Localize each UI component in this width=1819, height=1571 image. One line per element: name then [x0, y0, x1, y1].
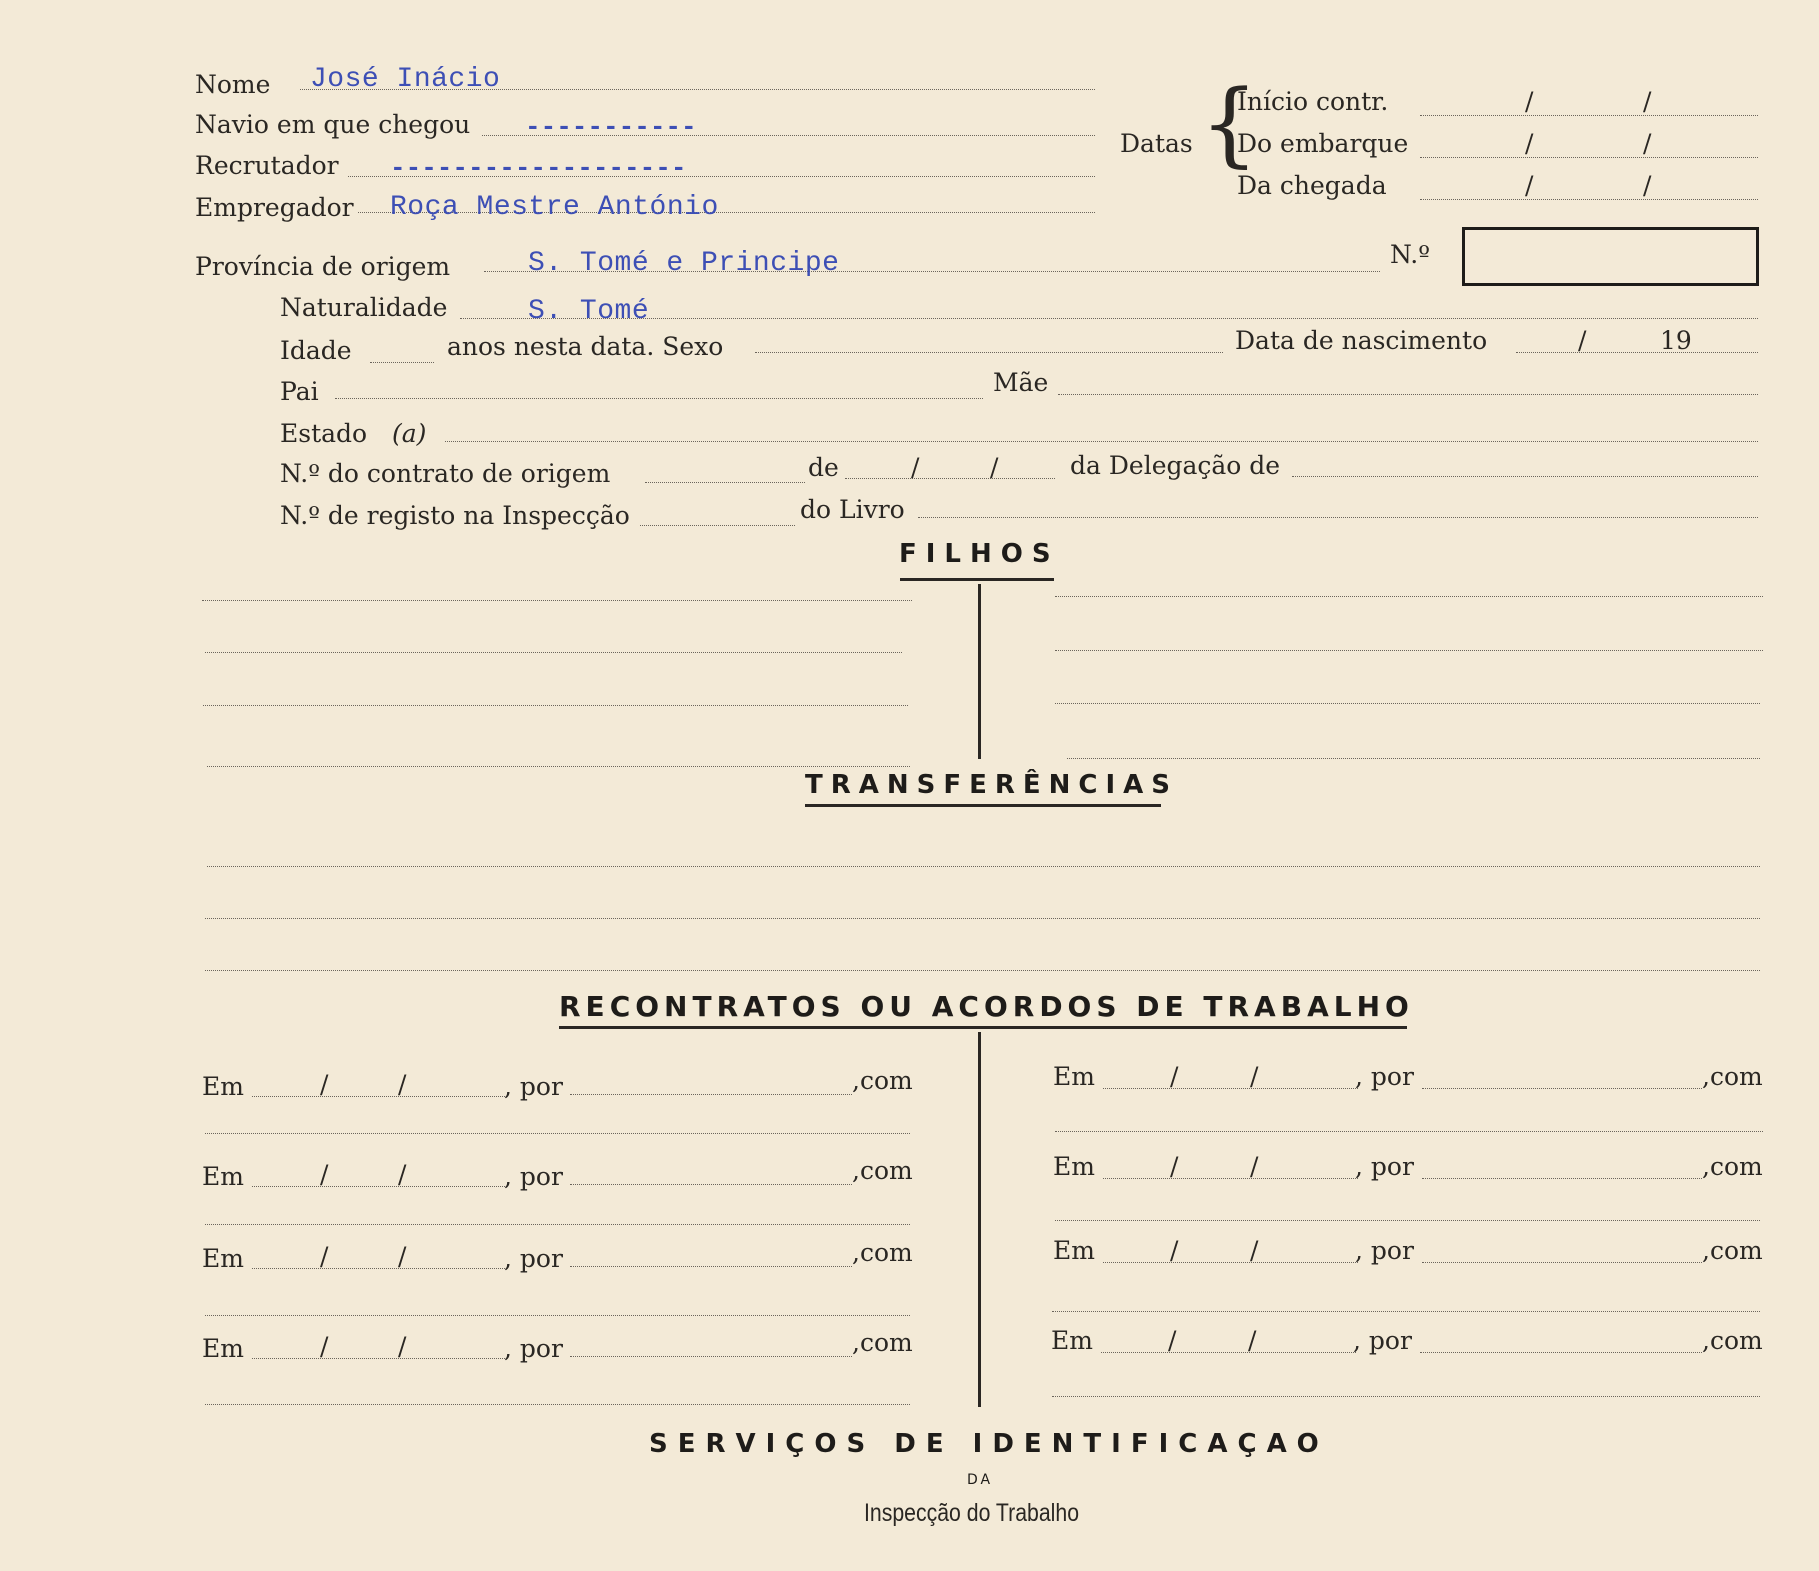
empregador-label: Empregador [195, 193, 354, 222]
nome-label: Nome [195, 70, 271, 99]
nascimento-year: 19 [1660, 326, 1692, 355]
de-date-line [845, 478, 1055, 479]
numero-box [1462, 227, 1759, 286]
sexo-line [755, 352, 1223, 353]
transferencias-heading: TRANSFERÊNCIAS [805, 770, 1179, 800]
delegacao-line [1292, 476, 1758, 477]
embarque-label: Do embarque [1237, 129, 1409, 158]
provincia-value: S. Tomé e Principe [528, 248, 840, 279]
naturalidade-value: S. Tomé [528, 296, 650, 327]
estado-label: Estado [280, 419, 368, 448]
contrato-line [645, 482, 805, 483]
filhos-heading: FILHOS [899, 539, 1060, 569]
embarque-line [1420, 157, 1758, 158]
mae-line [1058, 394, 1758, 395]
navio-value: ----------- [525, 112, 697, 142]
inicio-line [1420, 115, 1758, 116]
identification-card: Nome José Inácio Navio em que chegou ----------- Recrutador ------------------- Empregador Roça Mestre António Datas { Início contr. / / Do embarque / / Da chegada / / N.º Província de origem S. Tomé e Principe Naturalidade S. Tomé Idade anos nesta data. Sexo Data de nascimento / 19 Pai Mãe Estado (a) N.º do contrato de origem de / / da Delegação de N.º de registo na Inspecção do Livro FILHOS TRANSFERÊNCIAS RECONTRATOS OU ACORDOS DE TRABALHO Em / / , por ,com Em / / , por ,com Em / / , por ,com Em / / , por ,com Em / / , por ,com Em / / , por ,com Em / / , por ,com Em / / , por ,com SERVIÇOS DE IDENTIFICAÇAO DA Inspecção do Trabalho [0, 0, 1819, 1571]
idade-label: Idade [280, 336, 352, 365]
footer-da: DA [967, 1472, 994, 1488]
filhos-underline [900, 578, 1054, 581]
transferencias-underline [805, 804, 1161, 807]
pai-line [335, 398, 983, 399]
delegacao-label: da Delegação de [1070, 451, 1281, 480]
recontratos-underline [559, 1026, 1407, 1029]
nascimento-label: Data de nascimento [1235, 326, 1488, 355]
naturalidade-line [460, 318, 1758, 319]
empregador-value: Roça Mestre António [390, 192, 719, 223]
livro-line [918, 517, 1758, 518]
naturalidade-label: Naturalidade [280, 293, 448, 322]
nome-value: José Inácio [310, 64, 501, 95]
datas-label: Datas [1120, 129, 1193, 158]
inicio-label: Início contr. [1237, 87, 1389, 116]
filhos-divider [978, 584, 981, 759]
datas-brace: { [1200, 70, 1259, 177]
nascimento-line [1516, 352, 1758, 353]
contrato-label: N.º do contrato de origem [280, 459, 611, 488]
de-label: de [808, 453, 839, 482]
registo-label: N.º de registo na Inspecção [280, 501, 630, 530]
chegada-line [1420, 199, 1758, 200]
livro-label: do Livro [800, 495, 905, 524]
footer-org: Inspecção do Trabalho [864, 1499, 1080, 1527]
footer-title: SERVIÇOS DE IDENTIFICAÇAO [649, 1429, 1329, 1459]
estado-line [445, 441, 1758, 442]
recontratos-divider [978, 1032, 981, 1407]
estado-note: (a) [392, 419, 427, 448]
recrutador-value: ------------------- [390, 153, 687, 183]
numero-label: N.º [1390, 240, 1430, 269]
registo-line [640, 525, 795, 526]
anos-sexo-label: anos nesta data. Sexo [447, 332, 724, 361]
mae-label: Mãe [993, 368, 1049, 397]
pai-label: Pai [280, 377, 319, 406]
provincia-label: Província de origem [195, 252, 451, 281]
recrutador-label: Recrutador [195, 151, 339, 180]
idade-line [370, 362, 434, 363]
recontratos-heading: RECONTRATOS OU ACORDOS DE TRABALHO [559, 990, 1414, 1023]
navio-label: Navio em que chegou [195, 110, 471, 139]
chegada-label: Da chegada [1237, 171, 1387, 200]
